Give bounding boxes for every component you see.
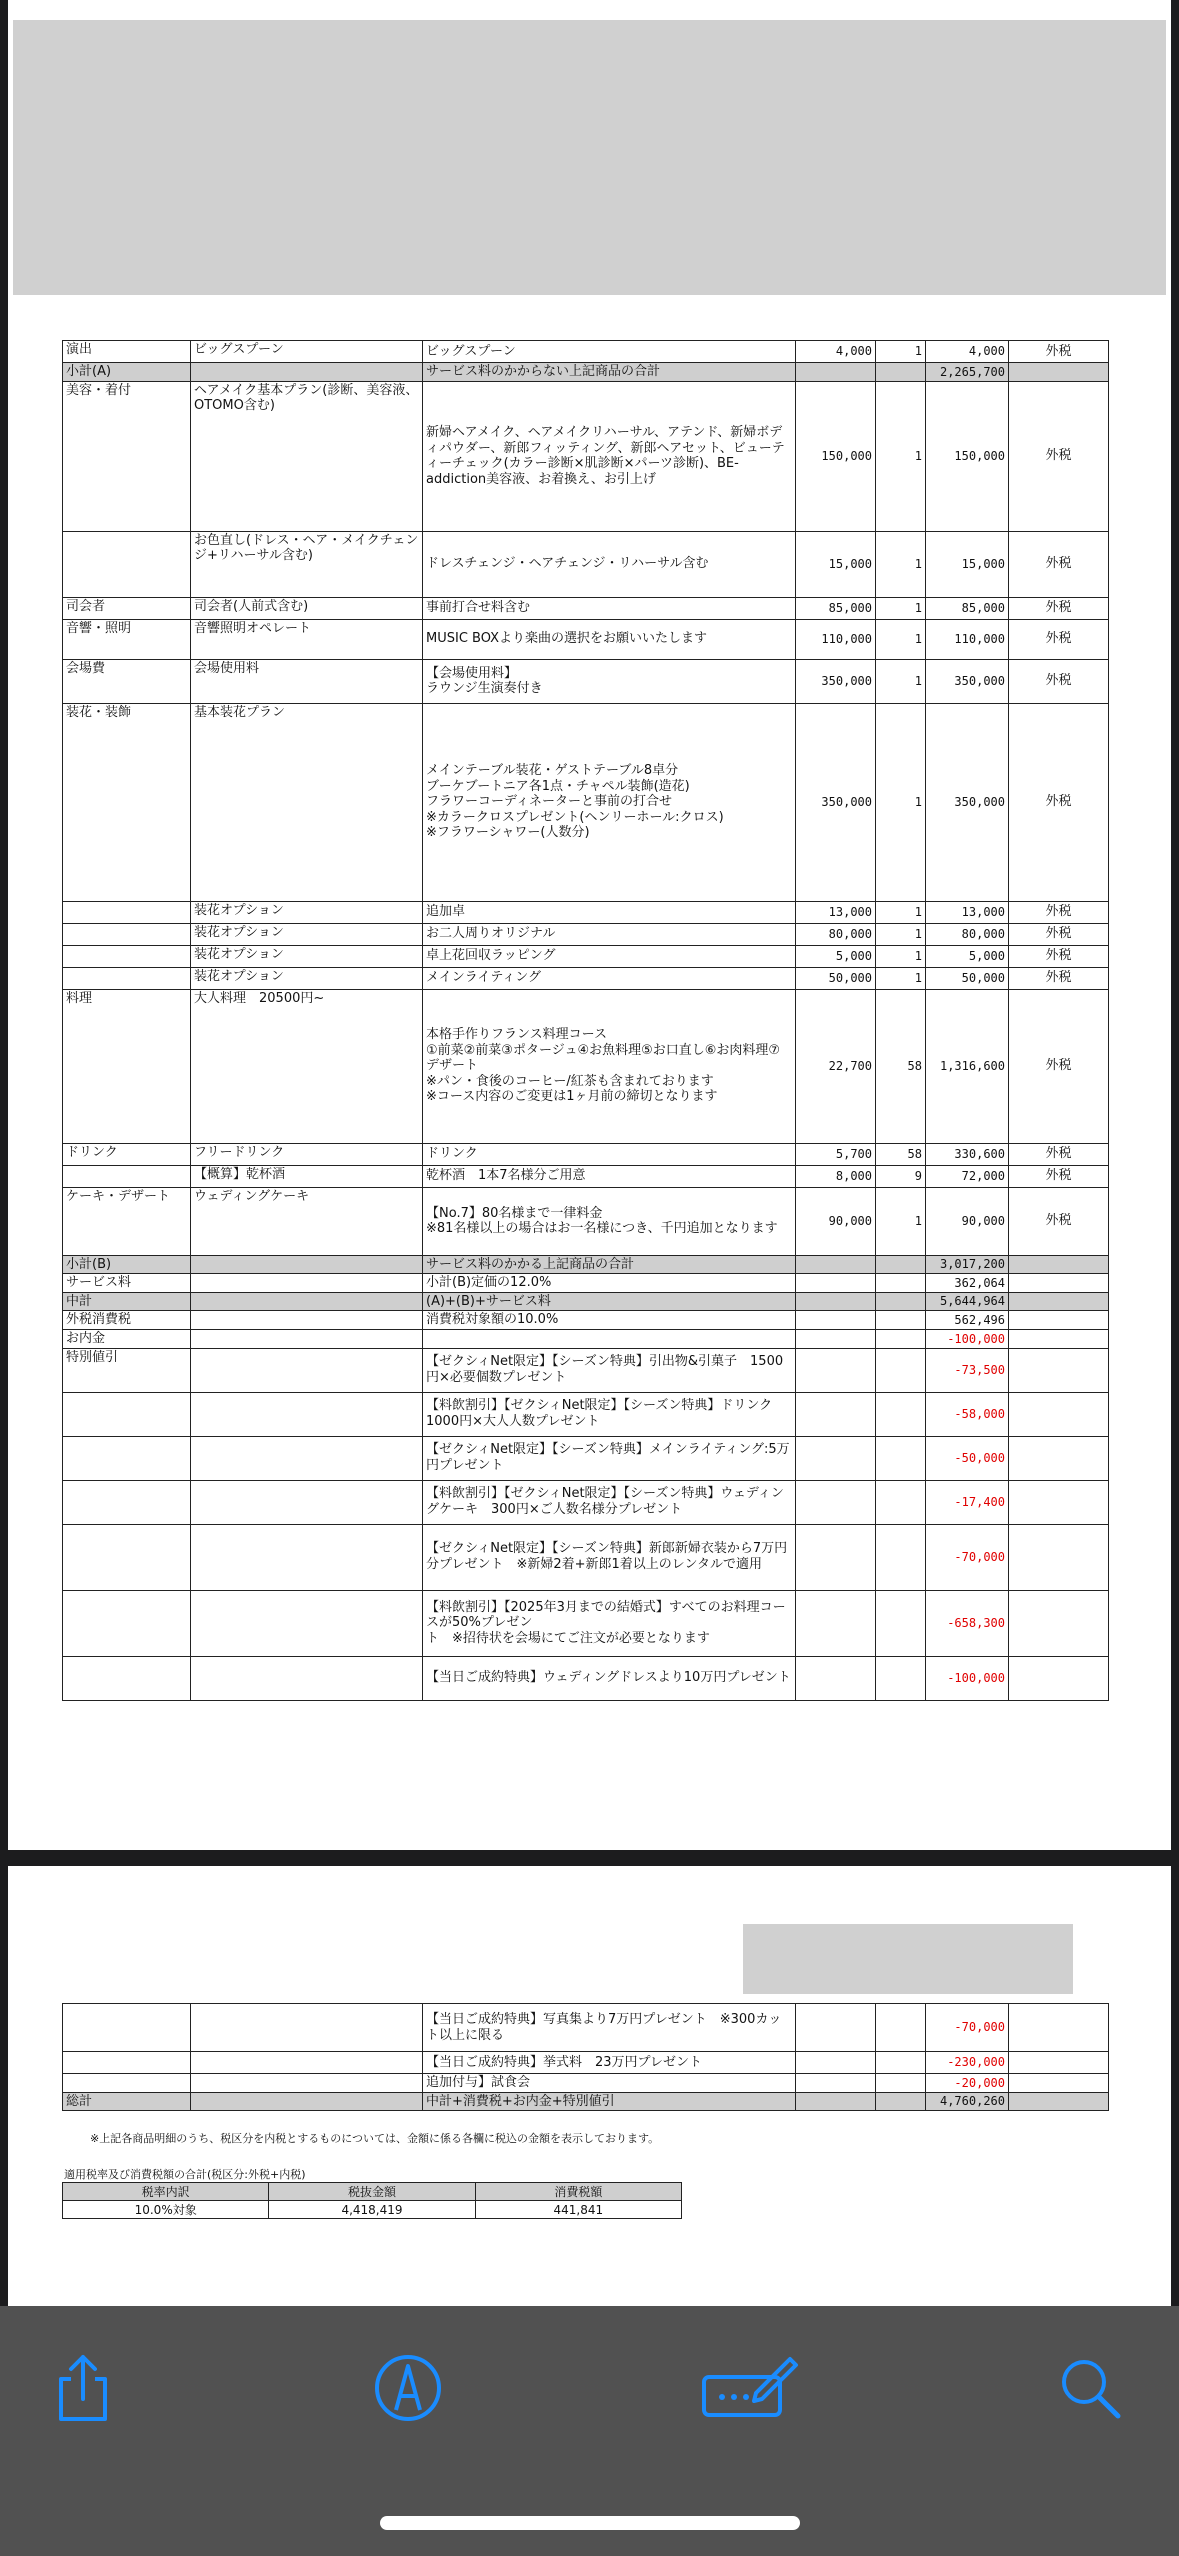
row-item: 装花オプション	[191, 923, 423, 945]
row-category: ドリンク	[63, 1143, 191, 1165]
row-category: 演出	[63, 341, 191, 363]
table-row	[63, 2004, 1109, 2052]
row-category	[63, 1436, 191, 1480]
row-category: 小計(A)	[63, 363, 191, 382]
row-unit-price: 13,000	[796, 901, 876, 923]
row-unit-price: 4,000	[796, 341, 876, 363]
row-quantity: 1	[876, 703, 926, 901]
row-tax-type: 外税	[1009, 1165, 1109, 1187]
row-amount: -20,000	[926, 2074, 1009, 2093]
row-item	[191, 2092, 423, 2111]
document-page-2	[8, 1866, 1171, 2306]
row-amount: 5,644,964	[926, 1292, 1009, 1311]
row-item	[191, 1311, 423, 1330]
row-tax-type	[1009, 1311, 1109, 1330]
row-description: 事前打合せ料含む	[423, 597, 796, 619]
row-amount: -70,000	[926, 1524, 1009, 1590]
row-tax-type	[1009, 2092, 1109, 2111]
row-item: 大人料理 20500円~	[191, 989, 423, 1143]
row-description: メインテーブル装花・ゲストテーブル8卓分 ブーケブートニア各1点・チャペル装飾(造花) フラワーコーディネーターと事前の打合せ ※カラークロスプレゼント(ヘンリーホール:クロス) ※フラワーシャワー(人数分)	[423, 703, 796, 901]
row-description: お二人周りオリジナル	[423, 923, 796, 945]
redacted-header	[13, 20, 1166, 295]
row-amount: 350,000	[926, 703, 1009, 901]
row-quantity	[876, 1292, 926, 1311]
row-category	[63, 1656, 191, 1700]
row-description: 【当日ご成約特典】挙式料 23万円プレゼント	[423, 2052, 796, 2074]
row-description: 本格手作りフランス料理コース ①前菜②前菜③ポタージュ④お魚料理⑤お口直し⑥お肉料理⑦デザート ※パン・食後のコーヒー/紅茶も含まれております ※コース内容のご変更は1ヶ月前の締切となります	[423, 989, 796, 1143]
row-quantity: 1	[876, 945, 926, 967]
row-category	[63, 901, 191, 923]
tax-pretax-amount: 4,418,419	[269, 2201, 475, 2219]
row-quantity	[876, 363, 926, 382]
row-description: 中計+消費税+お内金+特別値引	[423, 2092, 796, 2111]
row-amount: 4,760,260	[926, 2092, 1009, 2111]
row-category: 司会者	[63, 597, 191, 619]
row-tax-type: 外税	[1009, 619, 1109, 659]
row-unit-price	[796, 2052, 876, 2074]
row-description: サービス料のかからない上記商品の合計	[423, 363, 796, 382]
row-amount: 80,000	[926, 923, 1009, 945]
row-category	[63, 2074, 191, 2093]
row-amount: -230,000	[926, 2052, 1009, 2074]
row-category	[63, 945, 191, 967]
row-amount: 330,600	[926, 1143, 1009, 1165]
row-amount: 72,000	[926, 1165, 1009, 1187]
table-row	[63, 1274, 1109, 1293]
row-quantity	[876, 1524, 926, 1590]
redacted-block	[743, 1924, 1073, 1994]
row-quantity: 1	[876, 923, 926, 945]
row-quantity	[876, 1480, 926, 1524]
row-description: 小計(B)定価の12.0%	[423, 1274, 796, 1293]
table-row	[63, 2092, 1109, 2111]
row-category: 料理	[63, 989, 191, 1143]
signature-icon	[700, 2353, 800, 2423]
row-description: 追加卓	[423, 901, 796, 923]
row-quantity	[876, 1436, 926, 1480]
row-amount: -658,300	[926, 1590, 1009, 1656]
row-unit-price	[796, 1274, 876, 1293]
home-indicator	[380, 2516, 800, 2530]
row-tax-type	[1009, 363, 1109, 382]
table-row	[63, 363, 1109, 382]
row-quantity: 1	[876, 619, 926, 659]
row-amount: 85,000	[926, 597, 1009, 619]
row-category	[63, 1165, 191, 1187]
row-tax-type: 外税	[1009, 945, 1109, 967]
table-row	[63, 1292, 1109, 1311]
table-row	[63, 659, 1109, 703]
table-row	[63, 989, 1109, 1143]
row-unit-price: 15,000	[796, 531, 876, 597]
row-quantity: 1	[876, 381, 926, 531]
table-row	[63, 901, 1109, 923]
row-item: 司会者(人前式含む)	[191, 597, 423, 619]
row-item	[191, 2074, 423, 2093]
row-quantity: 1	[876, 597, 926, 619]
row-category: 会場費	[63, 659, 191, 703]
row-tax-type	[1009, 1392, 1109, 1436]
row-description: 【ゼクシィNet限定】【シーズン特典】メインライティング:5万円プレゼント	[423, 1436, 796, 1480]
table-row	[63, 923, 1109, 945]
row-description: 【No.7】80名様まで一律料金 ※81名様以上の場合はお一名様につき、千円追加となります	[423, 1187, 796, 1255]
row-quantity: 1	[876, 1187, 926, 1255]
markup-icon	[372, 2352, 444, 2424]
row-amount: 2,265,700	[926, 363, 1009, 382]
row-item: ビッグスプーン	[191, 341, 423, 363]
row-item	[191, 1590, 423, 1656]
share-icon	[51, 2351, 115, 2425]
row-unit-price	[796, 1590, 876, 1656]
row-amount: -50,000	[926, 1436, 1009, 1480]
row-category	[63, 1590, 191, 1656]
row-amount: -73,500	[926, 1348, 1009, 1392]
signature-button[interactable]	[700, 2338, 800, 2438]
row-quantity	[876, 1392, 926, 1436]
row-category	[63, 2052, 191, 2074]
table-row	[63, 1436, 1109, 1480]
row-item	[191, 1480, 423, 1524]
row-quantity: 9	[876, 1165, 926, 1187]
row-item: 装花オプション	[191, 945, 423, 967]
table-row	[63, 597, 1109, 619]
table-row	[63, 1480, 1109, 1524]
row-item: 会場使用料	[191, 659, 423, 703]
row-unit-price	[796, 1436, 876, 1480]
row-tax-type: 外税	[1009, 341, 1109, 363]
row-item: フリードリンク	[191, 1143, 423, 1165]
row-quantity	[876, 1348, 926, 1392]
row-item: 装花オプション	[191, 901, 423, 923]
search-button[interactable]	[1050, 2338, 1130, 2438]
row-unit-price: 110,000	[796, 619, 876, 659]
table-row	[63, 703, 1109, 901]
row-quantity	[876, 1311, 926, 1330]
row-unit-price: 350,000	[796, 703, 876, 901]
row-tax-type: 外税	[1009, 703, 1109, 901]
row-item	[191, 363, 423, 382]
row-unit-price	[796, 1348, 876, 1392]
row-category: サービス料	[63, 1274, 191, 1293]
row-quantity: 1	[876, 531, 926, 597]
row-unit-price: 5,000	[796, 945, 876, 967]
row-unit-price: 50,000	[796, 967, 876, 989]
table-row	[63, 531, 1109, 597]
row-amount: 4,000	[926, 341, 1009, 363]
row-amount: -17,400	[926, 1480, 1009, 1524]
tax-amount: 441,841	[475, 2201, 681, 2219]
row-category	[63, 967, 191, 989]
row-quantity	[876, 2074, 926, 2093]
footnote: ※上記各商品明細のうち、税区分を内税とするものについては、金額に係る各欄に税込の金額を表示しております。	[90, 2132, 660, 2145]
row-description: 消費税対象額の10.0%	[423, 1311, 796, 1330]
table-row	[63, 1524, 1109, 1590]
row-amount: -100,000	[926, 1329, 1009, 1348]
row-quantity: 1	[876, 659, 926, 703]
row-description: サービス料のかかる上記商品の合計	[423, 1255, 796, 1274]
row-category: 小計(B)	[63, 1255, 191, 1274]
row-quantity	[876, 1274, 926, 1293]
row-amount: 110,000	[926, 619, 1009, 659]
row-unit-price	[796, 1292, 876, 1311]
table-row	[63, 1656, 1109, 1700]
row-unit-price	[796, 1392, 876, 1436]
row-description: 【ゼクシィNet限定】【シーズン特典】新郎新婦衣装から7万円分プレゼント ※新婦2着+新郎1着以上のレンタルで適用	[423, 1524, 796, 1590]
row-tax-type	[1009, 1329, 1109, 1348]
row-category	[63, 1480, 191, 1524]
row-category	[63, 531, 191, 597]
row-tax-type: 外税	[1009, 531, 1109, 597]
estimate-table-continued	[62, 2003, 1109, 2111]
row-tax-type	[1009, 1590, 1109, 1656]
table-row	[63, 381, 1109, 531]
row-item	[191, 2052, 423, 2074]
row-tax-type	[1009, 1274, 1109, 1293]
row-amount: -70,000	[926, 2004, 1009, 2052]
row-tax-type	[1009, 2074, 1109, 2093]
row-category: 特別値引	[63, 1348, 191, 1392]
row-item: 【概算】乾杯酒	[191, 1165, 423, 1187]
row-quantity	[876, 1590, 926, 1656]
table-row	[63, 2052, 1109, 2074]
row-unit-price	[796, 1311, 876, 1330]
table-row	[63, 341, 1109, 363]
row-description: メインライティング	[423, 967, 796, 989]
row-unit-price	[796, 1524, 876, 1590]
row-unit-price: 22,700	[796, 989, 876, 1143]
tax-rate: 10.0%対象	[63, 2201, 269, 2219]
table-row	[63, 1392, 1109, 1436]
row-description: 【ゼクシィNet限定】【シーズン特典】引出物&引菓子 1500円×必要個数プレゼント	[423, 1348, 796, 1392]
search-icon	[1056, 2354, 1124, 2422]
row-item	[191, 1274, 423, 1293]
tax-caption: 適用税率及び消費税額の合計(税区分:外税+内税)	[64, 2168, 306, 2181]
row-unit-price: 5,700	[796, 1143, 876, 1165]
share-button[interactable]	[43, 2338, 123, 2438]
row-tax-type	[1009, 2004, 1109, 2052]
row-tax-type: 外税	[1009, 1187, 1109, 1255]
row-quantity: 1	[876, 967, 926, 989]
row-category	[63, 2004, 191, 2052]
row-amount: -58,000	[926, 1392, 1009, 1436]
row-unit-price	[796, 1255, 876, 1274]
table-row	[63, 1348, 1109, 1392]
row-quantity: 58	[876, 1143, 926, 1165]
row-amount: 5,000	[926, 945, 1009, 967]
row-tax-type	[1009, 1348, 1109, 1392]
row-description: 卓上花回収ラッピング	[423, 945, 796, 967]
row-item: ヘアメイク基本プラン(診断、美容液、OTOMO含む)	[191, 381, 423, 531]
row-tax-type: 外税	[1009, 659, 1109, 703]
row-unit-price: 85,000	[796, 597, 876, 619]
row-tax-type	[1009, 1436, 1109, 1480]
row-unit-price: 80,000	[796, 923, 876, 945]
table-row	[63, 1311, 1109, 1330]
row-amount: 13,000	[926, 901, 1009, 923]
row-tax-type	[1009, 1656, 1109, 1700]
row-description	[423, 1329, 796, 1348]
row-tax-type: 外税	[1009, 381, 1109, 531]
row-description: 【料飲割引】【ゼクシィNet限定】【シーズン特典】ドリンク1000円×大人人数プレゼント	[423, 1392, 796, 1436]
row-category: 美容・着付	[63, 381, 191, 531]
row-item	[191, 1656, 423, 1700]
row-category	[63, 923, 191, 945]
table-row	[63, 945, 1109, 967]
row-unit-price	[796, 363, 876, 382]
row-item	[191, 1524, 423, 1590]
row-description: ビッグスプーン	[423, 341, 796, 363]
row-tax-type	[1009, 1480, 1109, 1524]
row-description: MUSIC BOXより楽曲の選択をお願いいたします	[423, 619, 796, 659]
row-tax-type: 外税	[1009, 923, 1109, 945]
row-quantity	[876, 1255, 926, 1274]
row-item: ウェディングケーキ	[191, 1187, 423, 1255]
row-description: 乾杯酒 1本7名様分ご用意	[423, 1165, 796, 1187]
row-description: 【料飲割引】【ゼクシィNet限定】【シーズン特典】ウェディングケーキ 300円×ご人数名様分プレゼント	[423, 1480, 796, 1524]
row-unit-price: 350,000	[796, 659, 876, 703]
row-tax-type: 外税	[1009, 597, 1109, 619]
table-row	[63, 1187, 1109, 1255]
row-category: お内金	[63, 1329, 191, 1348]
row-tax-type: 外税	[1009, 1143, 1109, 1165]
row-unit-price	[796, 1329, 876, 1348]
row-unit-price	[796, 1480, 876, 1524]
estimate-table	[62, 340, 1109, 1701]
tax-header-rate: 税率内訳	[63, 2183, 269, 2201]
row-item: お色直し(ドレス・ヘア・メイクチェンジ+リハーサル含む)	[191, 531, 423, 597]
row-amount: 15,000	[926, 531, 1009, 597]
row-quantity: 1	[876, 901, 926, 923]
row-description: (A)+(B)+サービス料	[423, 1292, 796, 1311]
row-unit-price	[796, 2074, 876, 2093]
row-amount: -100,000	[926, 1656, 1009, 1700]
row-amount: 150,000	[926, 381, 1009, 531]
table-row	[63, 1329, 1109, 1348]
row-category: 総計	[63, 2092, 191, 2111]
row-tax-type	[1009, 1524, 1109, 1590]
row-item: 装花オプション	[191, 967, 423, 989]
row-quantity	[876, 2052, 926, 2074]
row-amount: 1,316,600	[926, 989, 1009, 1143]
row-category: 音響・照明	[63, 619, 191, 659]
row-category: 装花・装飾	[63, 703, 191, 901]
row-category: ケーキ・デザート	[63, 1187, 191, 1255]
table-row	[63, 1590, 1109, 1656]
row-tax-type: 外税	[1009, 967, 1109, 989]
row-description: 【会場使用料】 ラウンジ生演奏付き	[423, 659, 796, 703]
row-item: 基本装花プラン	[191, 703, 423, 901]
table-row	[63, 967, 1109, 989]
row-amount: 50,000	[926, 967, 1009, 989]
row-description: 新婦ヘアメイク、ヘアメイクリハーサル、アテンド、新婦ボディパウダー、新郎フィッティング、新郎ヘアセット、ビューティーチェック(カラー診断×肌診断×パーツ診断)、BE-addiction美容液、お着換え、お引上げ	[423, 381, 796, 531]
row-description: 追加付与】試食会	[423, 2074, 796, 2093]
row-quantity	[876, 1656, 926, 1700]
row-amount: 3,017,200	[926, 1255, 1009, 1274]
row-tax-type	[1009, 1292, 1109, 1311]
tax-header-tax: 消費税額	[475, 2183, 681, 2201]
row-quantity: 1	[876, 341, 926, 363]
table-row	[63, 1165, 1109, 1187]
row-category	[63, 1524, 191, 1590]
row-category	[63, 1392, 191, 1436]
table-row	[63, 1143, 1109, 1165]
row-tax-type	[1009, 2052, 1109, 2074]
tax-summary-table	[62, 2182, 682, 2219]
row-description: ドレスチェンジ・ヘアチェンジ・リハーサル含む	[423, 531, 796, 597]
row-unit-price: 8,000	[796, 1165, 876, 1187]
table-row	[63, 2074, 1109, 2093]
row-unit-price	[796, 2092, 876, 2111]
row-category: 外税消費税	[63, 1311, 191, 1330]
row-category: 中計	[63, 1292, 191, 1311]
markup-button[interactable]	[368, 2338, 448, 2438]
row-item	[191, 1392, 423, 1436]
row-amount: 350,000	[926, 659, 1009, 703]
row-item	[191, 1255, 423, 1274]
row-unit-price: 90,000	[796, 1187, 876, 1255]
row-quantity: 58	[876, 989, 926, 1143]
row-description: 【当日ご成約特典】写真集より7万円プレゼント ※300カット以上に限る	[423, 2004, 796, 2052]
row-description: 【料飲割引】【2025年3月までの結婚式】すべてのお料理コースが50%プレゼン ト ※招待状を会場にてご注文が必要となります	[423, 1590, 796, 1656]
row-item	[191, 1436, 423, 1480]
document-page-1	[8, 0, 1171, 1850]
row-tax-type: 外税	[1009, 989, 1109, 1143]
row-unit-price	[796, 2004, 876, 2052]
row-item	[191, 1329, 423, 1348]
row-amount: 90,000	[926, 1187, 1009, 1255]
tax-header-pretax: 税抜金額	[269, 2183, 475, 2201]
row-unit-price: 150,000	[796, 381, 876, 531]
table-row	[63, 619, 1109, 659]
row-item	[191, 1348, 423, 1392]
row-unit-price	[796, 1656, 876, 1700]
row-tax-type: 外税	[1009, 901, 1109, 923]
row-tax-type	[1009, 1255, 1109, 1274]
row-description: 【当日ご成約特典】ウェディングドレスより10万円プレゼント	[423, 1656, 796, 1700]
row-quantity	[876, 2004, 926, 2052]
row-quantity	[876, 1329, 926, 1348]
row-item	[191, 2004, 423, 2052]
row-item	[191, 1292, 423, 1311]
row-description: ドリンク	[423, 1143, 796, 1165]
row-item: 音響照明オペレート	[191, 619, 423, 659]
table-row	[63, 1255, 1109, 1274]
row-quantity	[876, 2092, 926, 2111]
row-amount: 562,496	[926, 1311, 1009, 1330]
row-amount: 362,064	[926, 1274, 1009, 1293]
